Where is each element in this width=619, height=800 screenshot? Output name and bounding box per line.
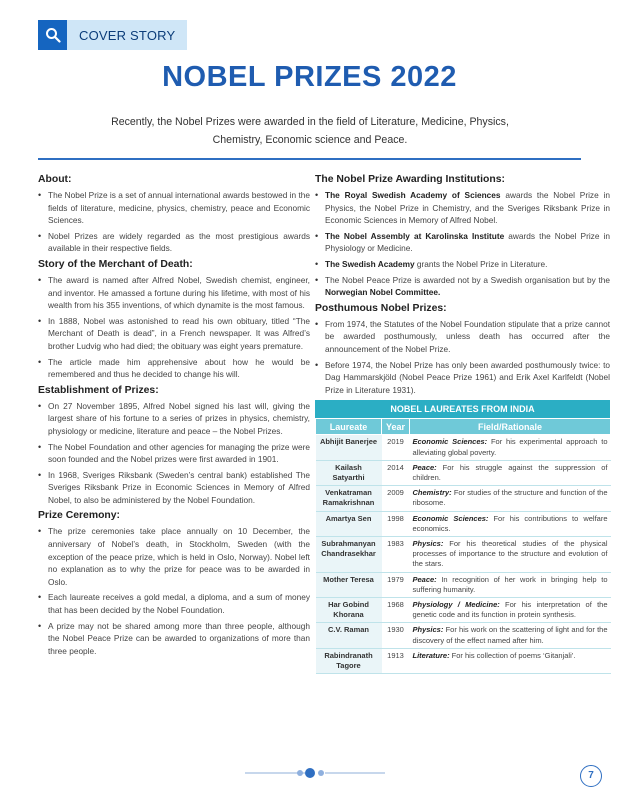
establishment-list [38,400,310,507]
footer-dot-small [318,770,324,776]
list-item [315,274,610,299]
about-list [38,189,310,255]
institution-text: The Nobel Peace Prize is awarded not by a Swedish organisation but by the [325,274,610,285]
institution-name: The Swedish Academy [325,258,415,269]
list-item [315,189,610,227]
laureate-name: Mother Teresa [316,572,382,597]
laureate-name: Venkatraman Ramakrishnan [316,486,382,511]
search-icon [38,20,67,50]
institution-name: Norwegian Nobel Committee. [325,287,441,298]
institution-text: awards the Nobel Prize in Physiology or Medicine. [325,230,610,254]
about-heading: About: [38,174,72,185]
table-body [316,435,611,674]
list-item: • A prize may not be shared among more than three people, although the Nobel Peace Prize can be awarded to organizations of more than three people. [38,620,310,658]
laureate-rationale [410,572,611,597]
rationale-text: For his struggle against the suppression of children. [412,462,608,482]
laureate-rationale [410,435,611,460]
table-row [316,511,611,536]
institutions-heading: The Nobel Prize Awarding Institutions: [315,174,505,185]
table-row [316,648,611,673]
laureate-name: Har Gobind Khorana [316,597,382,622]
laureate-rationale [410,460,611,485]
field-name: Economic Sciences: [412,513,489,523]
laureate-rationale [410,486,611,511]
institution-name: The Royal Swedish Academy of Sciences [325,190,501,200]
column-header-laureate: Laureate [316,419,382,435]
laureate-name: Rabindranath Tagore [316,648,382,673]
list-item: • In 1888, Nobel was astonished to read his own obituary, titled “The Merchant of Death is dead”, in a French newspaper. It was Alfred’s brother Ludvig who had died; the obituary was eight years premature. [38,315,310,353]
list-item: • In 1968, Sveriges Riksbank (Sweden’s central bank) established The Sveriges Riksbank Prize in Economic Sciences in Memory of Alfred Nobel, to also be administered by the Nobel Foundation. [38,469,310,507]
footer-dot [305,768,315,778]
rationale-text: For studies of the structure and function of the ribosome. [412,488,608,508]
laureate-year: 1983 [382,536,410,572]
laureate-rationale [410,623,611,648]
list-item: • On 27 November 1895, Alfred Nobel signed his last will, giving the largest share of his fortune to a series of prizes in physics, chemistry, physiology or medicine, literature and peace – the Nobel Prizes. [38,400,310,438]
list-item: • The article made him apprehensive about how he would be remembered and thus he decided to change his will. [38,356,310,381]
list-item [315,258,610,271]
field-name: Physiology / Medicine: [412,599,500,609]
laureate-rationale [410,597,611,622]
laureates-table [315,400,610,674]
section-label: COVER STORY [67,20,187,50]
rationale-text: For his contributions to welfare economics. [412,513,608,533]
table-row [316,460,611,485]
laureate-year: 1998 [382,511,410,536]
rationale-text: In recognition of her work in bringing help to suffering humanity. [412,574,608,594]
laureate-year: 2019 [382,435,410,460]
column-header-field: Field/Rationale [410,419,611,435]
laureate-year: 1968 [382,597,410,622]
institution-name: The Nobel Assembly at Karolinska Institute [325,230,505,241]
list-item [315,230,610,255]
left-column [38,170,310,660]
laureate-name: Kailash Satyarthi [316,460,382,485]
footer-line-right [325,772,385,774]
column-header-year: Year [382,419,410,435]
table-row [316,623,611,648]
field-name: Economic Sciences: [412,437,488,447]
story-list [38,274,310,381]
table-row [316,572,611,597]
list-item: • From 1974, the Statutes of the Nobel Foundation stipulate that a prize cannot be awarded posthumously, unless death has occurred after the announcement of the Nobel Prize. [315,318,610,356]
list-item: • Nobel Prizes are widely regarded as the most prestigious awards available in their respective fields. [38,230,310,255]
footer-dot-small [297,770,303,776]
field-name: Literature: [412,650,450,660]
institution-text: grants the Nobel Prize in Literature. [414,258,548,269]
laureate-rationale [410,511,611,536]
laureate-year: 1930 [382,623,410,648]
list-item: • The award is named after Alfred Nobel, Swedish chemist, engineer, and inventor. He amassed a fortune during his lifetime, with most of his wealth from his 355 inventions, of which dynamite is the most famous. [38,274,310,312]
rationale-text: For his theoretical studies of the physical processes of importance to the structure and evolution of the stars. [412,538,608,569]
footer-line-left [245,772,305,774]
list-item: • Before 1974, the Nobel Prize has only been awarded posthumously twice: to Dag Hammarskjöld (Nobel Peace Prize 1961) and Erik Axel Karlfeldt (Nobel Prize in Literature 1931). [315,359,610,397]
posthumous-list [315,318,610,397]
table-row [316,435,611,460]
list-item: • Each laureate receives a gold medal, a diploma, and a sum of money that has been decided by the Nobel Foundation. [38,591,310,616]
establishment-heading: Establishment of Prizes: [38,384,159,396]
list-item: • The Nobel Foundation and other agencies for managing the prize were soon founded and the Nobel prizes were first awarded in 1901. [38,441,310,466]
rationale-text: For his interpretation of the genetic code and its function in protein synthesis. [412,599,608,620]
field-name: Physics: [412,538,444,548]
rationale-text: For his collection of poems ‘Gitanjali’. [449,650,576,660]
rationale-text: For his work on the scattering of light and for the discovery of the effect named after him. [412,625,608,645]
table-title: NOBEL LAUREATES FROM INDIA [315,400,610,418]
table-row [316,486,611,511]
list-item: • The Nobel Prize is a set of annual international awards bestowed in the fields of literature, medicine, physics, chemistry, peace and Economic Sciences. [38,189,310,227]
posthumous-heading: Posthumous Nobel Prizes: [315,302,447,314]
list-item: • The prize ceremonies take place annually on 10 December, the anniversary of Nobel’s death, in Stockholm, Sweden (with the exception of the peace prize, which is held in Oslo, Norway). Nobel left no explanation as to why the prize for peace was to be awarded in Oslo. [38,525,310,588]
right-column [315,170,610,674]
laureate-year: 2009 [382,486,410,511]
field-name: Physics: [412,625,444,635]
laureate-name: C.V. Raman [316,623,382,648]
institution-text: awards the Nobel Prize in Physics, the Nobel Prize in Chemistry, and the Sveriges Riksbank Prize in Economic Sciences in Memory of Alfred Nobel. [325,190,610,226]
laureate-rationale [410,536,611,572]
laureate-year: 2014 [382,460,410,485]
field-name: Peace: [412,462,437,472]
section-header [38,20,187,50]
rationale-text: For his experimental approach to alleviating global poverty. [412,437,608,457]
story-heading: Story of the Merchant of Death: [38,258,193,270]
field-name: Chemistry: [412,488,452,498]
divider [38,158,581,160]
laureate-name: Subrahmanyan Chandrasekhar [316,536,382,572]
ceremony-heading: Prize Ceremony: [38,510,120,522]
table-row [316,597,611,622]
laureate-name: Abhijit Banerjee [316,435,382,460]
table-row [316,536,611,572]
laureate-name: Amartya Sen [316,511,382,536]
page-number: 7 [580,765,602,787]
ceremony-list [38,525,310,657]
laureate-year: 1979 [382,572,410,597]
laureate-year: 1913 [382,648,410,673]
intro-text: Recently, the Nobel Prizes were awarded in the field of Literature, Medicine, Physics, Chemistry, Economic science and Peace. [111,116,509,146]
field-name: Peace: [412,574,437,584]
page-title: NOBEL PRIZES 2022 [162,61,457,93]
laureate-rationale [410,648,611,673]
institutions-list [315,189,610,299]
